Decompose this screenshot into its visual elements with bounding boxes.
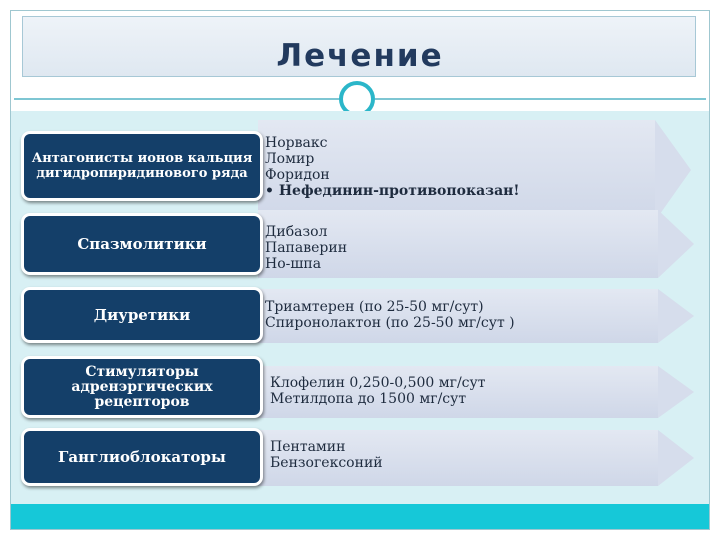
category-label-4: Стимуляторы адренэргических рецепторов bbox=[71, 363, 213, 410]
category-label-2: Спазмолитики bbox=[77, 234, 207, 253]
list-item: Дибазол bbox=[265, 224, 328, 240]
slide-title: Лечение bbox=[276, 38, 444, 74]
list-item: Форидон bbox=[265, 167, 330, 183]
item-list-4 bbox=[270, 375, 486, 407]
category-box-3 bbox=[21, 287, 263, 343]
list-item: Метилдопа до 1500 мг/сут bbox=[270, 391, 467, 407]
category-label-1: Антагонисты ионов кальция дигидропиридинового ряда bbox=[31, 151, 253, 181]
list-item: Папаверин bbox=[265, 240, 348, 256]
item-list-5 bbox=[270, 439, 383, 471]
category-box-4 bbox=[21, 356, 263, 418]
list-item: Пентамин bbox=[270, 439, 346, 455]
list-item: Триамтерен (по 25-50 мг/сут) bbox=[265, 299, 484, 315]
list-item: Норвакс bbox=[265, 135, 328, 151]
item-list-3 bbox=[265, 299, 515, 331]
item-list-1 bbox=[265, 135, 520, 199]
list-item: Но-шпа bbox=[265, 256, 322, 272]
list-item: Ломир bbox=[265, 151, 315, 167]
category-label-5: Ганглиоблокаторы bbox=[58, 447, 226, 466]
separator-line-left bbox=[14, 98, 339, 100]
bottom-bar bbox=[11, 504, 709, 529]
category-box-2 bbox=[21, 213, 263, 275]
list-item: Спиронолактон (по 25-50 мг/сут ) bbox=[265, 315, 515, 331]
category-label-3: Диуретики bbox=[93, 305, 191, 324]
list-item: Бензогексоний bbox=[270, 455, 383, 471]
list-item: Клофелин 0,250-0,500 мг/сут bbox=[270, 375, 486, 391]
item-list-2 bbox=[265, 224, 347, 272]
warning-item: • Нефединин-противопоказан! bbox=[265, 183, 520, 199]
category-box-1 bbox=[21, 131, 263, 201]
separator-line-right bbox=[375, 98, 706, 100]
category-box-5 bbox=[21, 428, 263, 486]
